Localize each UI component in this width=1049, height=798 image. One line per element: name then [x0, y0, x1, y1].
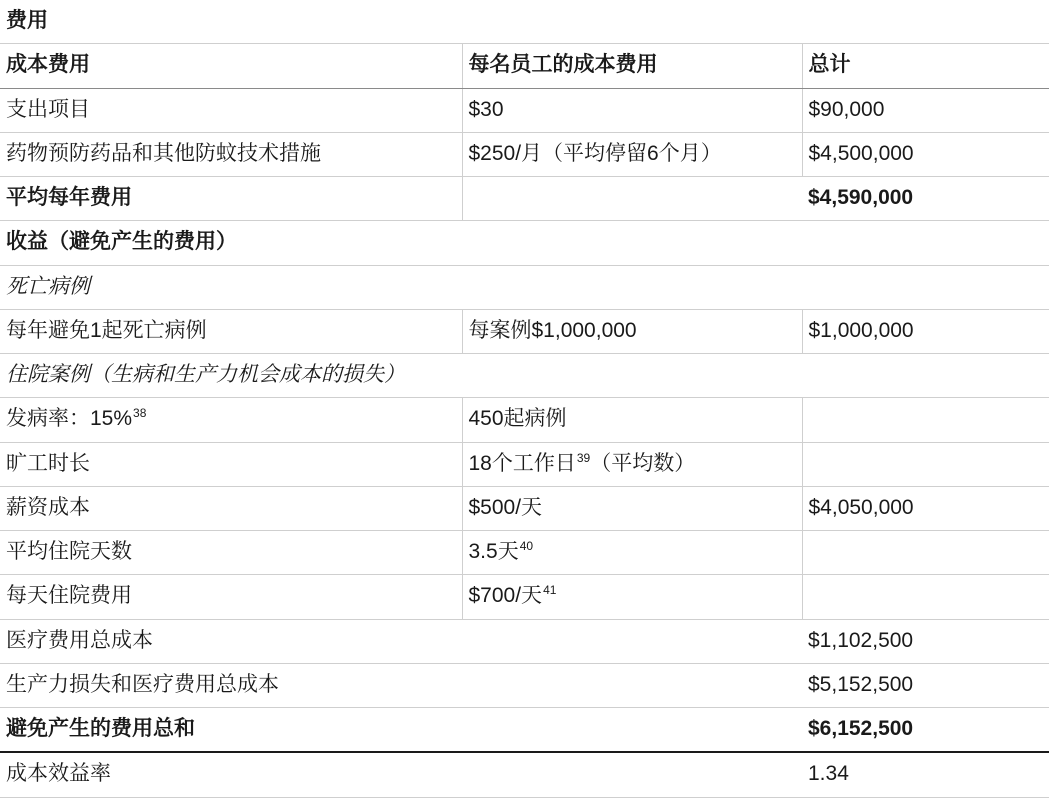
table-row — [0, 531, 1049, 575]
row-label — [0, 398, 462, 442]
row-value-total: $5,152,500 — [802, 663, 1049, 707]
row-label: 平均每年费用 — [0, 177, 462, 221]
subsection-title-death-cases: 死亡病例 — [0, 265, 1049, 309]
table-row — [0, 663, 1049, 707]
row-value-total: $1,000,000 — [802, 309, 1049, 353]
row-label: 薪资成本 — [0, 486, 462, 530]
row-value-total — [802, 398, 1049, 442]
row-value-per-employee: $500/天 — [462, 486, 802, 530]
row-label: 医疗费用总成本 — [0, 619, 462, 663]
row-value-total — [802, 531, 1049, 575]
footnote-marker: 39 — [576, 450, 591, 465]
subsection-title-hospitalization: 住院案例（生病和生产力机会成本的损失） — [0, 354, 1049, 398]
row-label-text: 发病率：15% — [6, 407, 133, 431]
row-value-per-employee: 每案例$1,000,000 — [462, 309, 802, 353]
row-value-per-employee — [462, 531, 802, 575]
row-value-text: 3.5天 — [468, 540, 519, 563]
footnote-marker: 40 — [519, 539, 534, 553]
row-value-per-employee — [462, 619, 802, 663]
row-label: 平均住院天数 — [0, 531, 462, 575]
row-value-per-employee: $30 — [462, 88, 802, 132]
table-row — [0, 354, 1049, 398]
table-row — [0, 132, 1049, 176]
section-title-benefits: 收益（避免产生的费用） — [0, 221, 1049, 265]
table-row — [0, 309, 1049, 353]
row-value-text: $700/天 — [468, 584, 543, 608]
row-value-per-employee — [462, 575, 802, 619]
row-value-total: $90,000 — [802, 88, 1049, 132]
table-header-row — [0, 44, 1049, 88]
row-value-total — [802, 442, 1049, 486]
row-value-tail: （平均数） — [590, 451, 696, 475]
row-value-per-employee — [462, 663, 802, 707]
row-label: 成本效益率 — [0, 752, 462, 797]
row-label: 支出项目 — [0, 88, 462, 132]
row-value-total: $1,102,500 — [802, 619, 1049, 663]
row-value-total: $4,500,000 — [802, 132, 1049, 176]
row-label: 旷工时长 — [0, 442, 462, 486]
table-row — [0, 619, 1049, 663]
footnote-marker: 41 — [543, 583, 557, 598]
section-title-costs: 费用 — [0, 0, 1049, 44]
row-value-per-employee — [462, 708, 802, 753]
column-header-cost-per-employee: 每名员工的成本费用 — [462, 44, 802, 88]
table-row — [0, 398, 1049, 442]
row-label: 药物预防药品和其他防蚊技术措施 — [0, 132, 462, 176]
table-row — [0, 708, 1049, 753]
table-row-costs-section — [0, 0, 1049, 44]
row-label: 每天住院费用 — [0, 575, 462, 619]
row-value-total: $4,590,000 — [802, 177, 1049, 221]
row-value-total — [802, 575, 1049, 619]
row-value-text: 18个工作日 — [468, 451, 576, 475]
column-header-total: 总计 — [802, 44, 1049, 88]
table-row-benefits-section — [0, 221, 1049, 265]
row-value-per-employee — [462, 752, 802, 797]
row-label: 生产力损失和医疗费用总成本 — [0, 663, 462, 707]
row-value-total: $6,152,500 — [802, 708, 1049, 753]
table-row — [0, 177, 1049, 221]
row-value-per-employee — [462, 177, 802, 221]
row-value-per-employee: $250/月（平均停留6个月） — [462, 132, 802, 176]
table-row — [0, 486, 1049, 530]
row-value-total: 1.34 — [802, 752, 1049, 797]
table-row — [0, 575, 1049, 619]
table-row — [0, 442, 1049, 486]
table-row — [0, 88, 1049, 132]
row-label: 每年避免1起死亡病例 — [0, 309, 462, 353]
row-label: 避免产生的费用总和 — [0, 708, 462, 753]
footnote-marker: 38 — [133, 406, 147, 421]
table-row — [0, 752, 1049, 797]
row-value-total: $4,050,000 — [802, 486, 1049, 530]
row-value-per-employee — [462, 442, 802, 486]
row-value-per-employee: 450起病例 — [462, 398, 802, 442]
column-header-cost-item: 成本费用 — [0, 44, 462, 88]
table-row — [0, 265, 1049, 309]
